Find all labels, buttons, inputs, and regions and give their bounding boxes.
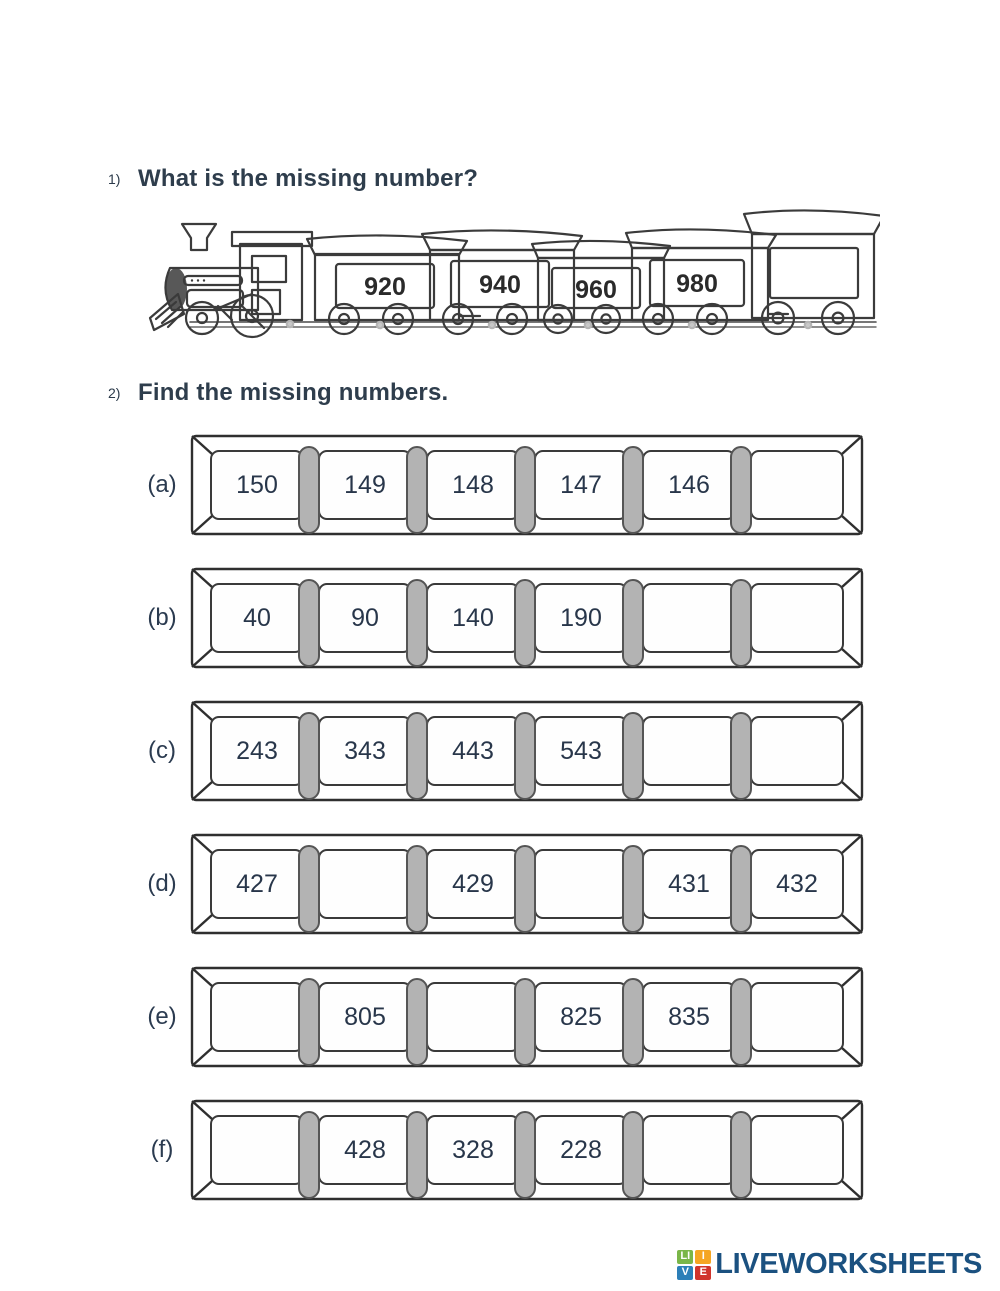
strip-cells bbox=[210, 716, 844, 786]
question-1-number: 1) bbox=[108, 171, 121, 187]
cell-divider-icon bbox=[406, 579, 428, 667]
cell-divider-icon bbox=[730, 1111, 752, 1199]
strip-cells bbox=[210, 982, 844, 1052]
number-strip-e bbox=[147, 964, 866, 1070]
number-cell[interactable] bbox=[318, 982, 412, 1052]
cell-value: 328 bbox=[452, 1135, 494, 1164]
number-cell[interactable] bbox=[642, 982, 736, 1052]
number-cell-blank[interactable] bbox=[642, 1115, 736, 1185]
strip-label-a: (a) bbox=[147, 471, 177, 498]
number-cell[interactable] bbox=[210, 849, 304, 919]
logo-tile-v: V bbox=[677, 1266, 693, 1280]
strip-label-d: (d) bbox=[147, 870, 177, 897]
cell-value: 825 bbox=[560, 1002, 602, 1031]
cell-divider-icon bbox=[514, 978, 536, 1066]
number-cell[interactable] bbox=[318, 450, 412, 520]
cell-value: 431 bbox=[668, 869, 710, 898]
number-cell[interactable] bbox=[318, 1115, 412, 1185]
number-cell-blank[interactable] bbox=[642, 716, 736, 786]
cell-value: 427 bbox=[236, 869, 278, 898]
number-cell[interactable] bbox=[534, 716, 628, 786]
cell-divider-icon bbox=[622, 845, 644, 933]
cell-divider-icon bbox=[622, 978, 644, 1066]
number-cell[interactable] bbox=[534, 982, 628, 1052]
cell-divider-icon bbox=[514, 579, 536, 667]
steam-train-icon bbox=[140, 206, 880, 351]
number-cell[interactable] bbox=[318, 716, 412, 786]
cell-value: 190 bbox=[560, 603, 602, 632]
cell-divider-icon bbox=[406, 845, 428, 933]
number-cell[interactable] bbox=[318, 583, 412, 653]
number-cell[interactable] bbox=[750, 849, 844, 919]
cell-value: 148 bbox=[452, 470, 494, 499]
number-strip-a bbox=[147, 432, 866, 538]
cell-value: 835 bbox=[668, 1002, 710, 1031]
number-cell[interactable] bbox=[534, 1115, 628, 1185]
question-1 bbox=[108, 165, 478, 193]
cell-value: 543 bbox=[560, 736, 602, 765]
number-cell[interactable] bbox=[426, 1115, 520, 1185]
strip-cells bbox=[210, 1115, 844, 1185]
cell-value: 805 bbox=[344, 1002, 386, 1031]
number-cell-blank[interactable] bbox=[750, 450, 844, 520]
question-2-number: 2) bbox=[108, 385, 121, 401]
number-cell[interactable] bbox=[426, 450, 520, 520]
number-cell-blank[interactable] bbox=[642, 583, 736, 653]
liveworksheets-wordmark: LIVEWORKSHEETS bbox=[715, 1248, 982, 1280]
cell-divider-icon bbox=[514, 845, 536, 933]
number-strip-f bbox=[150, 1097, 866, 1203]
cell-value: 343 bbox=[344, 736, 386, 765]
cell-divider-icon bbox=[622, 712, 644, 800]
cell-value: 146 bbox=[668, 470, 710, 499]
number-cell-blank[interactable] bbox=[210, 982, 304, 1052]
cell-divider-icon bbox=[622, 579, 644, 667]
cell-divider-icon bbox=[730, 978, 752, 1066]
cell-divider-icon bbox=[514, 712, 536, 800]
number-cell[interactable] bbox=[426, 849, 520, 919]
cell-divider-icon bbox=[406, 446, 428, 534]
cell-value: 90 bbox=[351, 603, 379, 632]
number-cell-blank[interactable] bbox=[750, 583, 844, 653]
cell-divider-icon bbox=[730, 712, 752, 800]
number-cell-blank[interactable] bbox=[750, 982, 844, 1052]
cell-divider-icon bbox=[298, 845, 320, 933]
cell-divider-icon bbox=[298, 712, 320, 800]
cell-divider-icon bbox=[730, 579, 752, 667]
liveworksheets-logo-icon bbox=[677, 1250, 711, 1280]
cell-divider-icon bbox=[298, 1111, 320, 1199]
logo-tile-e: E bbox=[695, 1266, 711, 1280]
number-cell-blank[interactable] bbox=[534, 849, 628, 919]
strip-label-f: (f) bbox=[150, 1136, 174, 1163]
cell-value: 429 bbox=[452, 869, 494, 898]
cell-value: 443 bbox=[452, 736, 494, 765]
cell-value: 228 bbox=[560, 1135, 602, 1164]
strip-cells bbox=[210, 583, 844, 653]
train-carriage-number: 940 bbox=[479, 271, 521, 299]
cell-divider-icon bbox=[622, 1111, 644, 1199]
cell-value: 150 bbox=[236, 470, 278, 499]
cell-value: 149 bbox=[344, 470, 386, 499]
number-strip-c bbox=[148, 698, 866, 804]
cell-divider-icon bbox=[622, 446, 644, 534]
number-cell-blank[interactable] bbox=[750, 716, 844, 786]
number-cell[interactable] bbox=[534, 450, 628, 520]
strip-cells bbox=[210, 450, 844, 520]
number-cell[interactable] bbox=[210, 450, 304, 520]
number-cell-blank[interactable] bbox=[750, 1115, 844, 1185]
number-cell[interactable] bbox=[426, 583, 520, 653]
number-cell-blank[interactable] bbox=[318, 849, 412, 919]
train-carriage-number: 960 bbox=[575, 276, 617, 304]
cell-divider-icon bbox=[406, 712, 428, 800]
number-cell[interactable] bbox=[210, 583, 304, 653]
liveworksheets-logo[interactable] bbox=[677, 1248, 982, 1281]
number-cell[interactable] bbox=[642, 450, 736, 520]
cell-value: 140 bbox=[452, 603, 494, 632]
question-2 bbox=[108, 379, 448, 407]
strip-cells bbox=[210, 849, 844, 919]
question-1-text: What is the missing number? bbox=[138, 165, 479, 192]
train-carriage-number: 980 bbox=[676, 270, 718, 298]
cell-value: 432 bbox=[776, 869, 818, 898]
cell-value: 243 bbox=[236, 736, 278, 765]
cell-divider-icon bbox=[514, 446, 536, 534]
cell-value: 40 bbox=[243, 603, 271, 632]
cell-divider-icon bbox=[298, 446, 320, 534]
number-cell[interactable] bbox=[642, 849, 736, 919]
strip-label-e: (e) bbox=[147, 1003, 177, 1030]
cell-divider-icon bbox=[730, 446, 752, 534]
cell-value: 428 bbox=[344, 1135, 386, 1164]
logo-tile-i: I bbox=[695, 1250, 711, 1264]
cell-divider-icon bbox=[406, 978, 428, 1066]
cell-value: 147 bbox=[560, 470, 602, 499]
number-strip-d bbox=[147, 831, 866, 937]
logo-tile-li: LI bbox=[677, 1250, 693, 1264]
cell-divider-icon bbox=[514, 1111, 536, 1199]
train-carriage-number: 920 bbox=[364, 273, 406, 301]
strip-label-b: (b) bbox=[147, 604, 177, 631]
cell-divider-icon bbox=[730, 845, 752, 933]
question-2-text: Find the missing numbers. bbox=[138, 379, 449, 406]
cell-divider-icon bbox=[298, 579, 320, 667]
number-strip-b bbox=[147, 565, 866, 671]
number-cell[interactable] bbox=[534, 583, 628, 653]
number-cell-blank[interactable] bbox=[210, 1115, 304, 1185]
cell-divider-icon bbox=[406, 1111, 428, 1199]
number-cell[interactable] bbox=[426, 716, 520, 786]
strip-label-c: (c) bbox=[148, 737, 176, 764]
number-cell-blank[interactable] bbox=[426, 982, 520, 1052]
cell-divider-icon bbox=[298, 978, 320, 1066]
number-cell[interactable] bbox=[210, 716, 304, 786]
